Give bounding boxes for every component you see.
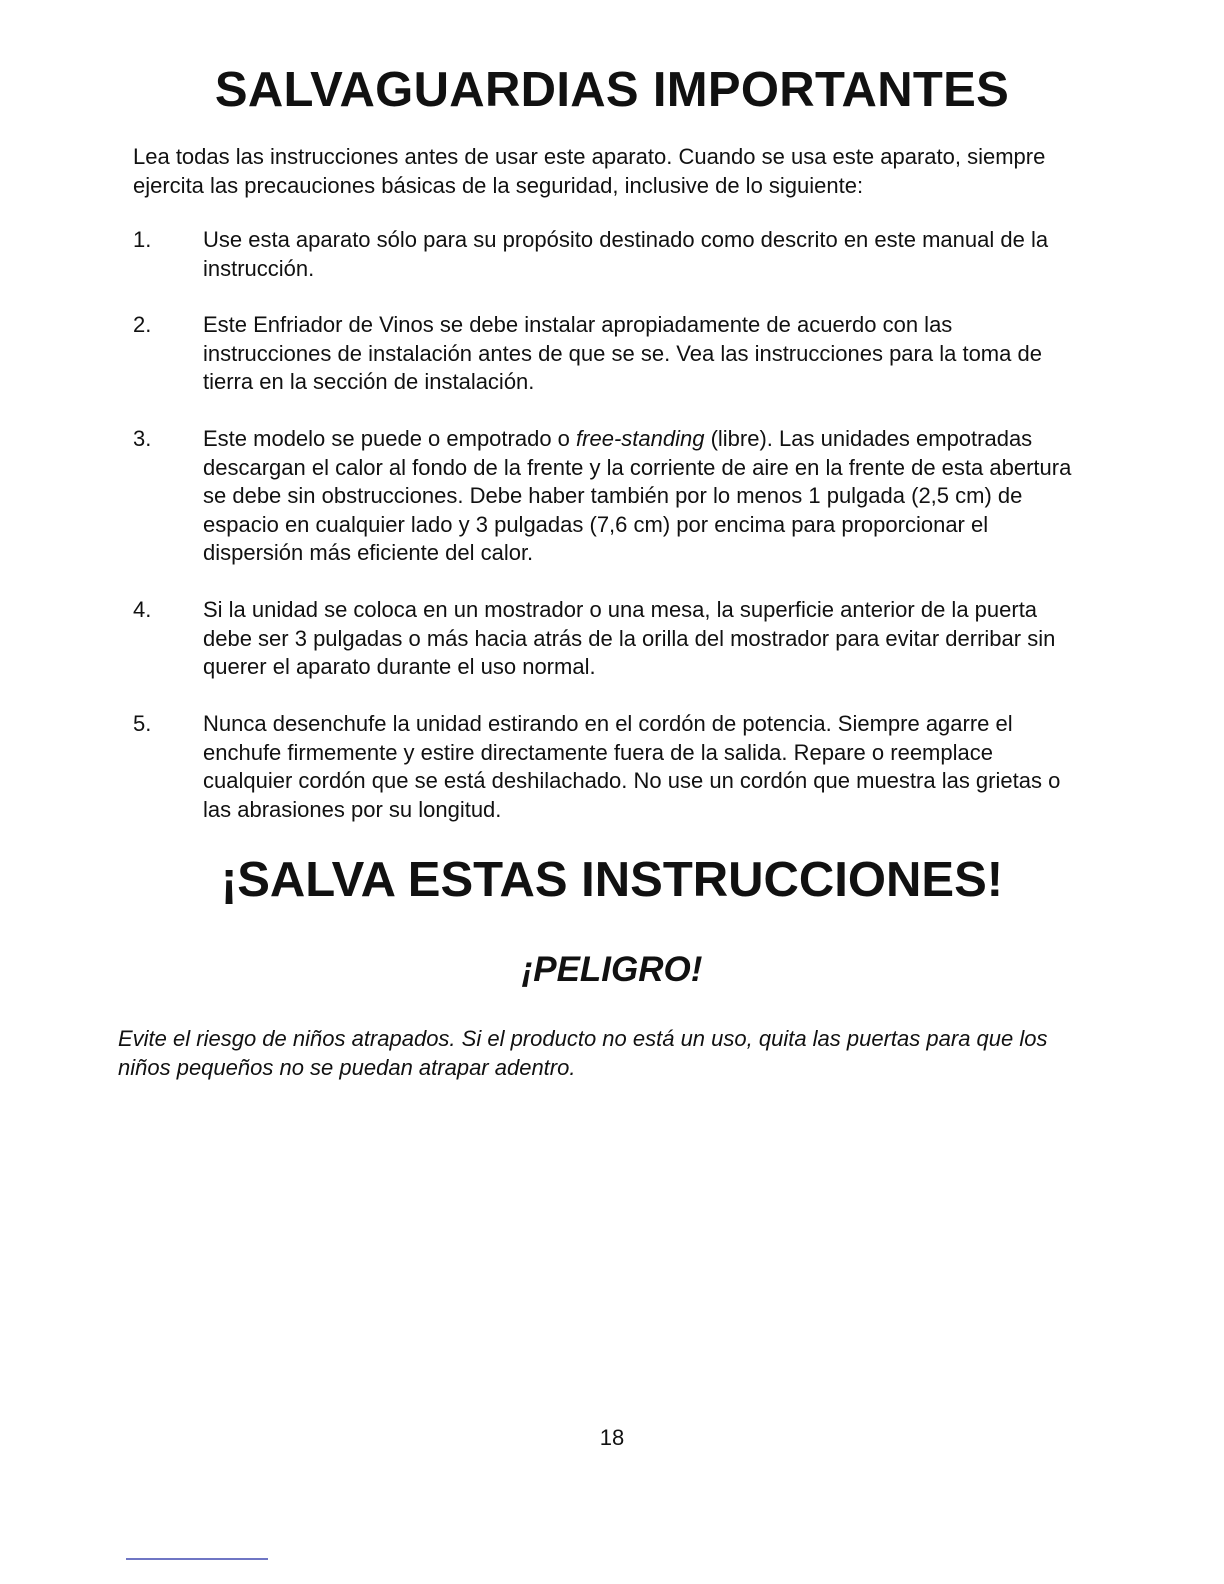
list-item (133, 596, 1093, 682)
page-title: SALVAGUARDIAS IMPORTANTES (214, 63, 1010, 117)
list-item-text-end: (libre). Las unidades empotradas descargan el calor al fondo de la frente y la corriente de aire en la frente de esta abertura se debe sin obstrucciones. Debe haber también por lo menos 1 pulgada (2,5 cm) de espacio en cualquier lado y 3 pulgadas (7,6 cm) por encima para proporcionar el dispersión más eficiente del calor. (203, 426, 1072, 565)
list-item-text: Nunca desenchufe la unidad estirando en el cordón de potencia. Siempre agarre el enchufe firmemente y estire directamente fuera de la salida. Repare o reemplace cualquier cordón que se está deshilachado. No use un cordón que muestra las grietas o las abrasiones por su longitud. (203, 711, 1061, 822)
intro-paragraph: Lea todas las instrucciones antes de usar este aparato. Cuando se usa este aparato, siempre ejercita las precauciones básicas de la seguridad, inclusive de lo siguiente: (133, 144, 1046, 198)
footer-divider (126, 1558, 268, 1560)
list-item-text: Use esta aparato sólo para su propósito destinado como descrito en este manual de la instrucción. (203, 227, 1049, 281)
page-number: 18 (599, 1425, 625, 1450)
save-instructions-heading: ¡SALVA ESTAS INSTRUCCIONES! (220, 853, 1004, 907)
list-item-number: 2. (133, 312, 152, 337)
list-item (133, 425, 1093, 568)
list-item-text-start: Este modelo se puede o empotrado o (203, 426, 577, 451)
list-item (133, 710, 1093, 824)
list-item (133, 226, 1093, 283)
list-item-text (203, 425, 1073, 568)
list-item-number: 3. (133, 426, 152, 451)
list-item-number: 5. (133, 711, 152, 736)
warning-paragraph: Evite el riesgo de niños atrapados. Si el producto no está un uso, quita las puertas para que los niños pequeños no se puedan atrapar adentro. (118, 1026, 1048, 1080)
list-item-text: Si la unidad se coloca en un mostrador o una mesa, la superficie anterior de la puerta debe ser 3 pulgadas o más hacia atrás de la orilla del mostrador para evitar derribar sin querer el aparato durante el uso normal. (203, 597, 1056, 679)
list-item-number: 1. (133, 227, 152, 252)
list-item (133, 311, 1093, 397)
danger-heading: ¡PELIGRO! (521, 950, 703, 989)
list-item-text-italic: free-standing (576, 426, 705, 451)
list-item-text: Este Enfriador de Vinos se debe instalar apropiadamente de acuerdo con las instrucciones de instalación antes de que se se. Vea las instrucciones para la toma de tierra en la sección de instalación. (203, 312, 1042, 394)
list-item-number: 4. (133, 597, 152, 622)
